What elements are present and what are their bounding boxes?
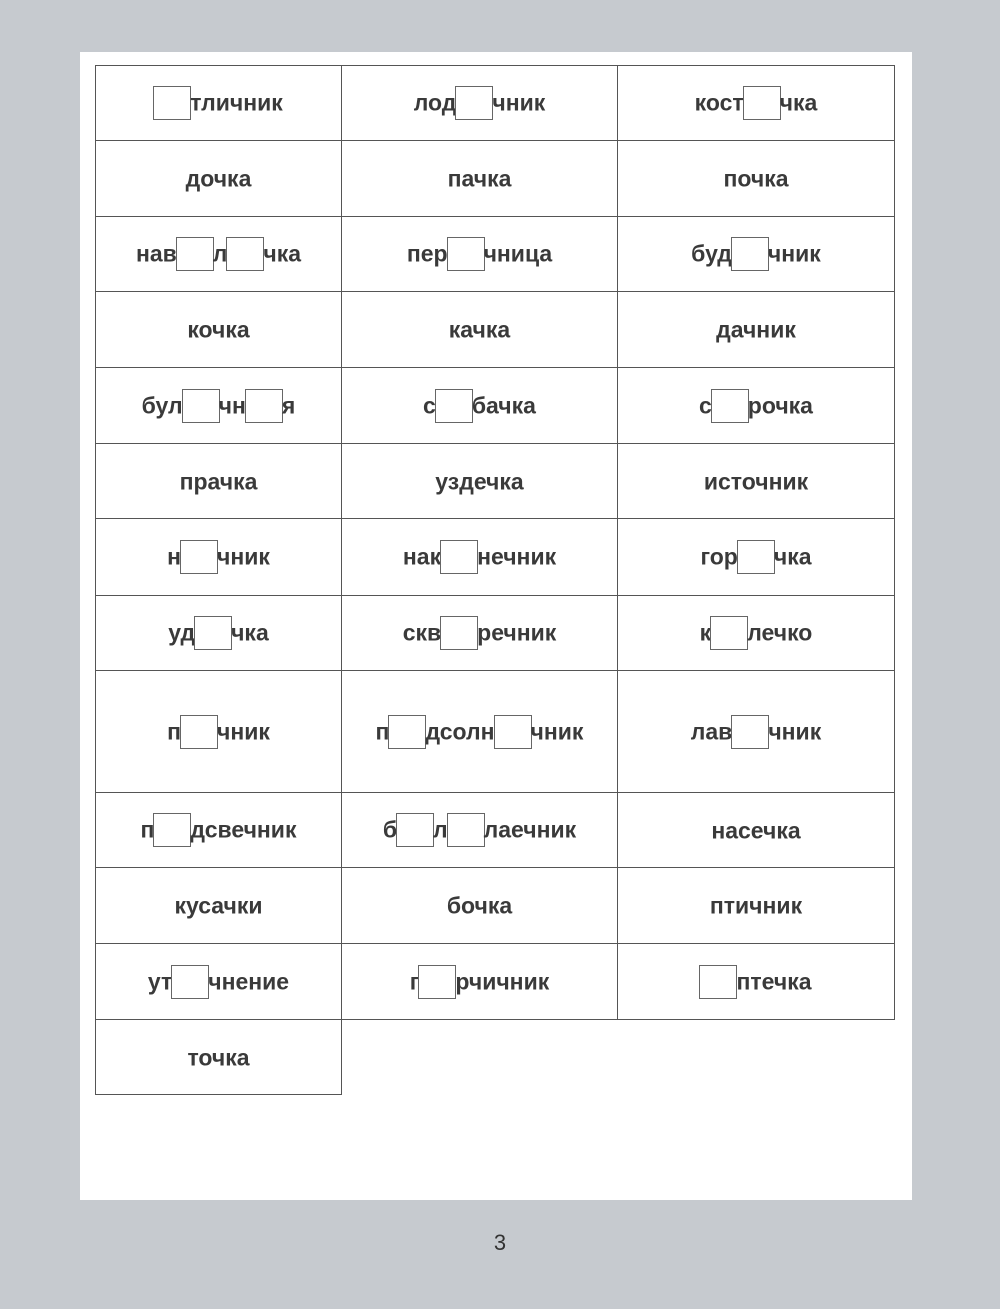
word-fragment: пер bbox=[406, 240, 448, 267]
word-cell bbox=[342, 217, 618, 292]
word-fragment: нечник bbox=[477, 543, 557, 570]
word-cell bbox=[96, 596, 342, 671]
word-fragment: чник bbox=[217, 543, 270, 570]
word-fragment: чник bbox=[767, 240, 821, 267]
missing-letter-box[interactable] bbox=[699, 965, 737, 999]
word-fragment: дсолн bbox=[425, 718, 495, 744]
word-fragment: птечка bbox=[736, 968, 812, 994]
word-fragment: чка bbox=[263, 240, 302, 267]
missing-letter-box[interactable] bbox=[180, 715, 218, 749]
missing-letter-box[interactable] bbox=[180, 540, 218, 574]
word-cell bbox=[96, 671, 342, 793]
missing-letter-box[interactable] bbox=[494, 715, 532, 749]
word-cell bbox=[618, 217, 895, 292]
word-cell bbox=[618, 66, 895, 141]
word-cell bbox=[618, 868, 895, 944]
word-fragment: пачка bbox=[447, 165, 512, 192]
word-cell bbox=[342, 444, 618, 519]
empty-cell bbox=[342, 1020, 618, 1095]
missing-letter-box[interactable] bbox=[731, 715, 769, 749]
word-cell bbox=[342, 596, 618, 671]
word-fragment: бочка bbox=[446, 892, 513, 919]
missing-letter-box[interactable] bbox=[731, 237, 769, 271]
word-fragment: я bbox=[281, 392, 296, 418]
word-fragment: рочка bbox=[747, 392, 813, 418]
word-fragment: бул bbox=[141, 392, 183, 418]
word-cell bbox=[618, 944, 895, 1020]
word-cell bbox=[96, 944, 342, 1020]
word-cell bbox=[342, 66, 618, 141]
word-fragment: птичник bbox=[709, 892, 803, 919]
missing-letter-box[interactable] bbox=[737, 540, 775, 574]
word-fragment: с bbox=[699, 392, 712, 418]
word-fragment: речник bbox=[477, 619, 557, 646]
word-fragment: качка bbox=[448, 316, 511, 343]
table-row bbox=[96, 519, 895, 596]
word-cell bbox=[342, 141, 618, 217]
table-row bbox=[96, 793, 895, 868]
word-fragment: почка bbox=[723, 165, 789, 192]
word-cell bbox=[96, 66, 342, 141]
word-cell bbox=[342, 944, 618, 1020]
word-fragment: нак bbox=[402, 543, 442, 570]
word-fragment: чник bbox=[492, 89, 546, 116]
table-row bbox=[96, 66, 895, 141]
missing-letter-box[interactable] bbox=[447, 237, 485, 271]
missing-letter-box[interactable] bbox=[455, 86, 493, 120]
word-cell bbox=[96, 868, 342, 944]
missing-letter-box[interactable] bbox=[153, 813, 191, 847]
word-fragment: л bbox=[433, 816, 448, 843]
word-fragment: п bbox=[375, 718, 390, 744]
word-cell bbox=[96, 292, 342, 368]
worksheet-page bbox=[80, 52, 912, 1200]
word-fragment: л bbox=[212, 240, 228, 267]
word-fragment: лав bbox=[690, 718, 733, 744]
missing-letter-box[interactable] bbox=[226, 237, 264, 271]
word-fragment: кочка bbox=[187, 316, 250, 343]
word-cell bbox=[96, 444, 342, 519]
page-number: 3 bbox=[493, 1230, 507, 1255]
word-fragment: к bbox=[699, 619, 712, 646]
word-fragment: п bbox=[167, 718, 181, 744]
word-fragment: чка bbox=[231, 619, 269, 646]
word-cell bbox=[618, 793, 895, 868]
word-fragment: бачка bbox=[471, 392, 536, 418]
word-fragment: ут bbox=[147, 968, 173, 994]
missing-letter-box[interactable] bbox=[182, 389, 220, 423]
word-fragment: лаечник bbox=[483, 816, 577, 843]
word-fragment: кусачки bbox=[174, 892, 263, 919]
table-row bbox=[96, 141, 895, 217]
word-cell bbox=[96, 1020, 342, 1095]
word-fragment: насечка bbox=[711, 817, 801, 844]
table-row bbox=[96, 671, 895, 793]
word-cell bbox=[96, 217, 342, 292]
word-fragment: прачка bbox=[179, 468, 258, 495]
word-fragment: гор bbox=[700, 543, 738, 570]
word-cell bbox=[618, 292, 895, 368]
word-cell bbox=[96, 793, 342, 868]
word-fragment: чник bbox=[530, 718, 584, 744]
word-fragment: нав bbox=[135, 240, 177, 267]
missing-letter-box[interactable] bbox=[245, 389, 283, 423]
word-fragment: скв bbox=[402, 619, 442, 646]
empty-cell bbox=[618, 1020, 895, 1095]
word-fragment: чница bbox=[483, 240, 553, 267]
missing-letter-box[interactable] bbox=[153, 86, 191, 120]
table-row bbox=[96, 368, 895, 444]
word-cell bbox=[342, 368, 618, 444]
missing-letter-box[interactable] bbox=[711, 389, 749, 423]
table-row bbox=[96, 868, 895, 944]
word-cell bbox=[618, 596, 895, 671]
word-cell bbox=[618, 141, 895, 217]
missing-letter-box[interactable] bbox=[440, 616, 478, 650]
word-fragment: чн bbox=[218, 392, 246, 418]
word-fragment: тличник bbox=[190, 89, 283, 116]
missing-letter-box[interactable] bbox=[435, 389, 473, 423]
word-fragment: чка bbox=[773, 543, 812, 570]
word-fragment: дачник bbox=[716, 316, 796, 343]
word-fragment: чник bbox=[217, 718, 270, 744]
word-fragment: б bbox=[382, 816, 398, 843]
word-cell bbox=[618, 671, 895, 793]
missing-letter-box[interactable] bbox=[447, 813, 485, 847]
word-cell bbox=[342, 793, 618, 868]
word-fragment: буд bbox=[691, 240, 732, 267]
word-table bbox=[95, 65, 895, 1095]
word-fragment: с bbox=[423, 392, 436, 418]
word-cell bbox=[618, 368, 895, 444]
word-fragment: уд bbox=[168, 619, 196, 646]
table-row bbox=[96, 596, 895, 671]
missing-letter-box[interactable] bbox=[710, 616, 748, 650]
word-fragment: уздечка bbox=[435, 468, 524, 495]
word-fragment: чка bbox=[779, 89, 818, 116]
word-cell bbox=[342, 868, 618, 944]
word-fragment: источник bbox=[703, 468, 809, 495]
word-fragment: дсвечник bbox=[190, 816, 297, 843]
word-cell bbox=[342, 519, 618, 596]
word-fragment: чник bbox=[768, 718, 822, 744]
missing-letter-box[interactable] bbox=[171, 965, 209, 999]
word-cell bbox=[96, 141, 342, 217]
word-cell bbox=[342, 292, 618, 368]
missing-letter-box[interactable] bbox=[440, 540, 478, 574]
word-fragment: н bbox=[167, 543, 181, 570]
table-row bbox=[96, 944, 895, 1020]
table-row bbox=[96, 1020, 895, 1095]
missing-letter-box[interactable] bbox=[396, 813, 434, 847]
word-fragment: точка bbox=[187, 1044, 250, 1071]
word-cell bbox=[96, 368, 342, 444]
word-fragment: г bbox=[409, 968, 420, 994]
missing-letter-box[interactable] bbox=[418, 965, 456, 999]
missing-letter-box[interactable] bbox=[194, 616, 232, 650]
missing-letter-box[interactable] bbox=[743, 86, 781, 120]
table-row bbox=[96, 217, 895, 292]
missing-letter-box[interactable] bbox=[388, 715, 426, 749]
word-fragment: п bbox=[140, 816, 155, 843]
table-row bbox=[96, 292, 895, 368]
word-fragment: рчичник bbox=[455, 968, 550, 994]
word-fragment: лечко bbox=[747, 619, 813, 646]
word-cell bbox=[618, 444, 895, 519]
word-cell bbox=[96, 519, 342, 596]
table-row bbox=[96, 444, 895, 519]
word-fragment: чнение bbox=[208, 968, 290, 994]
word-cell bbox=[618, 519, 895, 596]
missing-letter-box[interactable] bbox=[176, 237, 214, 271]
word-fragment: дочка bbox=[185, 165, 252, 192]
word-fragment: лод bbox=[413, 89, 457, 116]
word-cell bbox=[342, 671, 618, 793]
word-fragment: кост bbox=[694, 89, 744, 116]
